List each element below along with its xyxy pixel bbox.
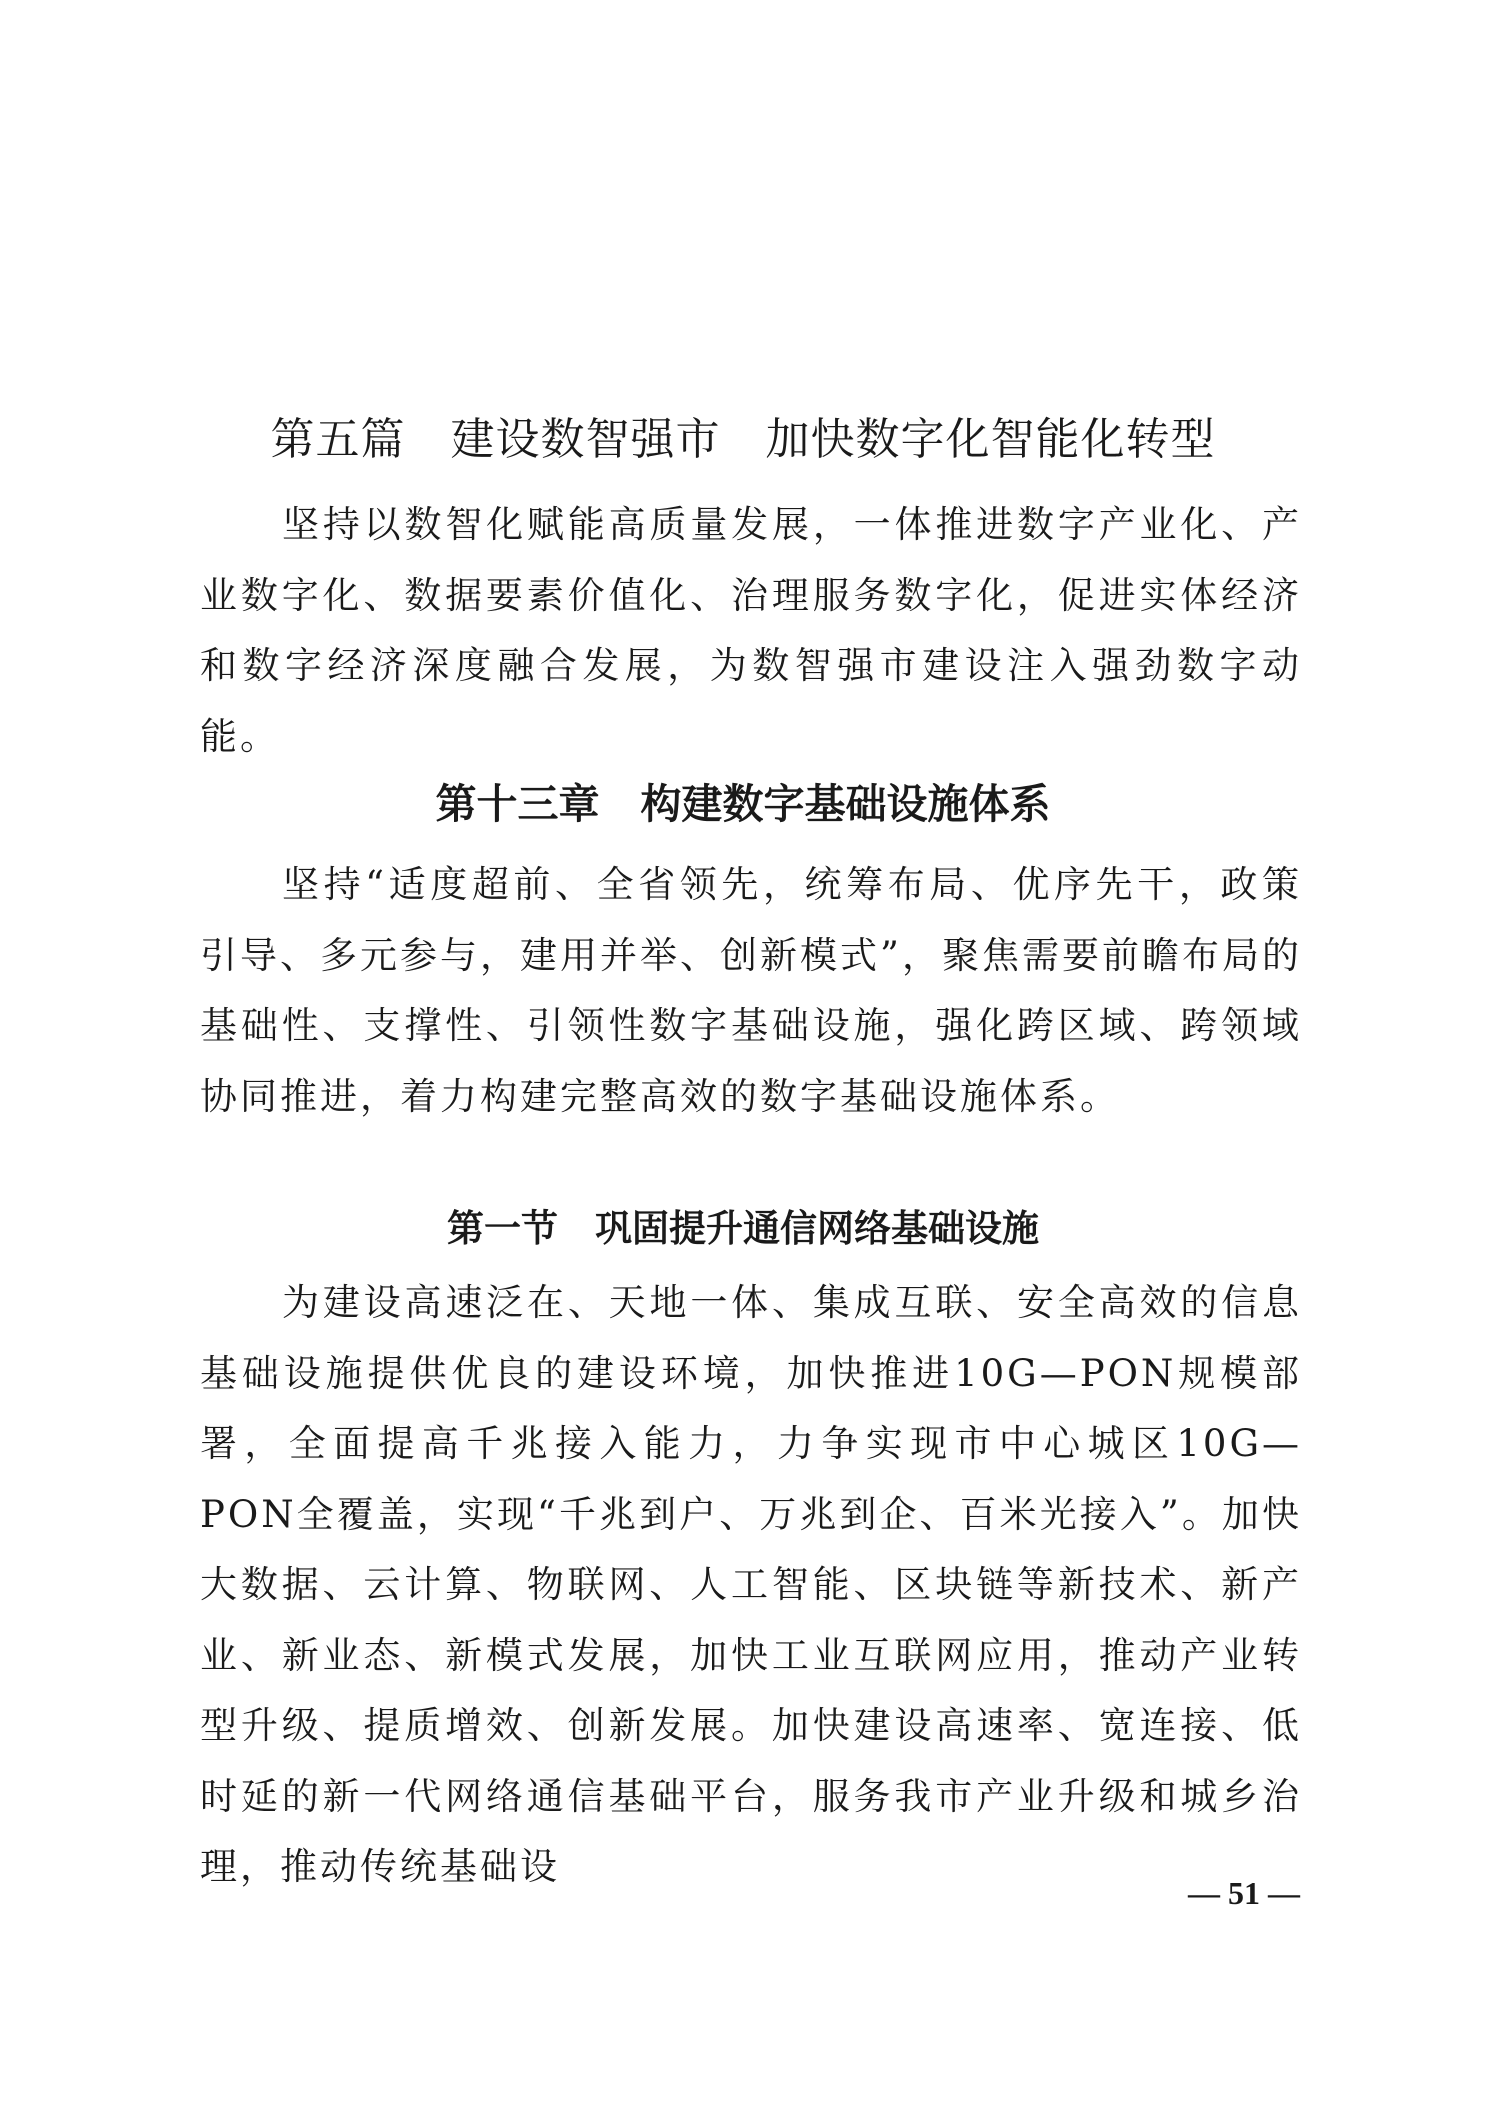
page-number: — 51 — xyxy=(1188,1875,1300,1911)
section-title: 第一节 巩固提升通信网络基础设施 xyxy=(447,1206,1039,1250)
chapter-title: 第十三章 构建数字基础设施体系 xyxy=(435,780,1051,829)
part-intro-paragraph: 坚持以数智化赋能高质量发展，一体推进数字产业化、产业数字化、数据要素价值化、治理服务数字化，促进实体经济和数字经济深度融合发展，为数智强市建设注入强劲数字动能。 xyxy=(200,503,1302,758)
section-body-paragraph: 为建设高速泛在、天地一体、集成互联、安全高效的信息基础设施提供优良的建设环境，加快推进10G—PON规模部署，全面提高千兆接入能力，力争实现市中心城区10G—PON全覆盖，实现“千兆到户、万兆到企、百米光接入”。加快大数据、云计算、物联网、人工智能、区块链等新技术、新产业、新业态、新模式发展，加快工业互联网应用，推动产业转型升级、提质增效、创新发展。加快建设高速率、宽连接、低时延的新一代网络通信基础平台，服务我市产业升级和城乡治理，推动传统基础设 xyxy=(200,1281,1302,1888)
part-title: 第五篇 建设数智强市 加快数字化智能化转型 xyxy=(270,414,1216,466)
chapter-intro-paragraph: 坚持“适度超前、全省领先，统筹布局、优序先干，政策引导、多元参与，建用并举、创新模式”，聚焦需要前瞻布局的基础性、支撑性、引领性数字基础设施，强化跨区域、跨领域协同推进，着力构建完整高效的数字基础设施体系。 xyxy=(200,863,1302,1118)
